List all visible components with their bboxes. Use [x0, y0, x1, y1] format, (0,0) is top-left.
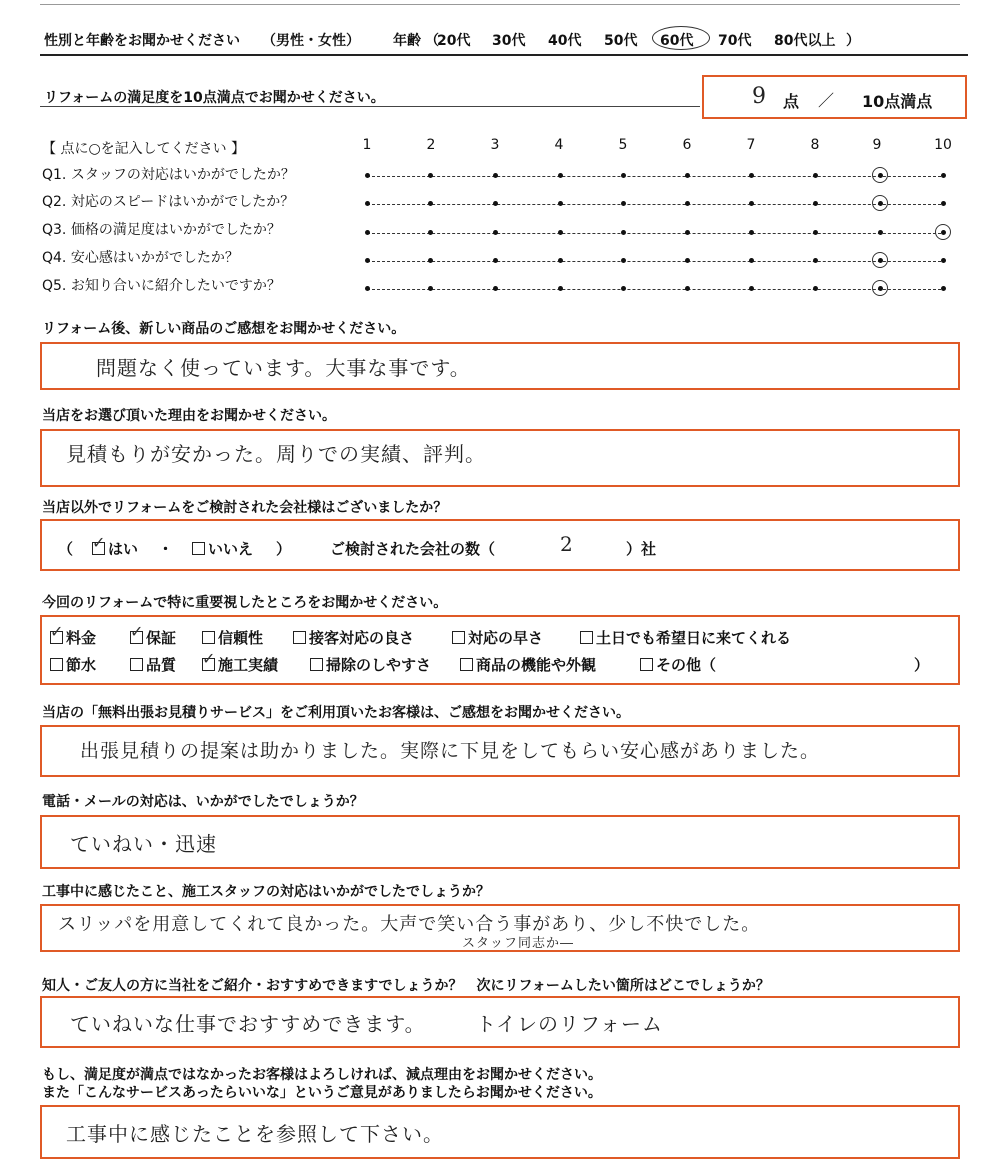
rating-selected-circle-q1	[872, 167, 888, 183]
selected-age-circle	[652, 26, 710, 50]
priority-option[interactable]	[460, 654, 596, 675]
others-question: 当店以外でリフォームをご検討された会社様はございましたか？	[42, 500, 448, 516]
reason-question: 当店をお選び頂いた理由をお聞かせください。	[42, 408, 336, 424]
rating-line-q5	[367, 289, 941, 290]
priority-option[interactable]	[130, 654, 176, 675]
rating-point[interactable]	[493, 201, 498, 206]
rating-point[interactable]	[749, 230, 754, 235]
rating-point[interactable]	[941, 258, 946, 263]
priority-label: 節水	[66, 656, 97, 674]
priority-option[interactable]	[580, 627, 791, 648]
phone-mail-answer: ていねい・迅速	[70, 832, 217, 856]
impressions-question: リフォーム後、新しい商品のご感想をお聞かせください。	[42, 321, 406, 337]
age-open-paren: （	[425, 33, 439, 49]
rating-point[interactable]	[428, 286, 433, 291]
company-count-label: ご検討された会社の数（	[330, 540, 496, 558]
rating-point[interactable]	[813, 258, 818, 263]
rating-line-q1	[367, 176, 941, 177]
priority-checkbox[interactable]	[310, 658, 323, 671]
rating-point[interactable]	[558, 173, 563, 178]
rating-point[interactable]	[493, 286, 498, 291]
priority-option[interactable]	[50, 654, 96, 675]
rating-point[interactable]	[428, 201, 433, 206]
age-70[interactable]: 70代	[718, 33, 752, 49]
construction-question: 工事中に感じたこと、施工スタッフの対応はいかがでしたでしょうか？	[42, 884, 490, 900]
priority-label: 掃除のしやすさ	[326, 656, 432, 674]
rating-point[interactable]	[493, 173, 498, 178]
rating-selected-circle-q5	[872, 280, 888, 296]
priority-label: 対応の早さ	[468, 629, 544, 647]
rating-point[interactable]	[878, 230, 883, 235]
recommend-answer: ていねいな仕事でおすすめできます。	[70, 1012, 426, 1036]
scale-8: 8	[810, 137, 820, 153]
yes-checkbox[interactable]	[92, 542, 105, 555]
header-rule	[40, 54, 968, 56]
priority-checkbox[interactable]	[640, 658, 653, 671]
scale-10: 10	[934, 137, 952, 153]
others-no-option[interactable]	[192, 538, 253, 559]
rating-point[interactable]	[749, 173, 754, 178]
reason-answer: 見積もりが安かった。周りでの実績、評判。	[66, 442, 486, 466]
score-unit: 点	[783, 92, 800, 111]
rating-point[interactable]	[428, 230, 433, 235]
estimate-question: 当店の「無料出張お見積りサービス」をご利用頂いたお客様は、ご感想をお聞かせください。	[42, 705, 630, 721]
rating-point[interactable]	[558, 286, 563, 291]
scale-6: 6	[682, 137, 692, 153]
rating-point[interactable]	[941, 286, 946, 291]
score-value: 9	[752, 84, 767, 109]
age-40[interactable]: 40代	[548, 33, 582, 49]
rating-point[interactable]	[493, 258, 498, 263]
priority-label: その他（	[656, 656, 717, 674]
recommend-next-answer: トイレのリフォーム	[476, 1012, 663, 1036]
rating-point[interactable]	[813, 286, 818, 291]
recommend-question: 知人・ご友人の方に当社をご紹介・おすすめできますでしょうか？ 次にリフォームしたい箇所はどこでしょうか？	[42, 978, 770, 994]
rating-selected-circle-q4	[872, 252, 888, 268]
company-count-close: ）社	[626, 540, 657, 558]
age-label: 年齢	[393, 33, 421, 49]
others-open-paren: （	[58, 540, 74, 558]
priority-option[interactable]	[202, 654, 278, 675]
priority-option[interactable]	[130, 627, 176, 648]
rating-point[interactable]	[749, 286, 754, 291]
age-50[interactable]: 50代	[604, 33, 638, 49]
priority-option[interactable]	[640, 654, 716, 675]
priority-option[interactable]	[452, 627, 543, 648]
rating-point[interactable]	[365, 286, 370, 291]
priority-label: 品質	[146, 656, 177, 674]
others-yes-option[interactable]	[92, 538, 138, 559]
rating-point[interactable]	[365, 258, 370, 263]
rating-point[interactable]	[813, 173, 818, 178]
priority-option[interactable]	[310, 654, 431, 675]
score-max: 10点満点	[862, 92, 933, 111]
others-close-paren: ）	[276, 540, 292, 558]
rating-point[interactable]	[941, 201, 946, 206]
question-q3: Q3. 価格の満足度はいかがでしたか？	[42, 222, 281, 238]
rating-point[interactable]	[621, 286, 626, 291]
top-rule	[40, 4, 960, 5]
deduction-question-line-1: もし、満足度が満点ではなかったお客様はよろしければ、減点理由をお聞かせください。	[42, 1067, 602, 1083]
estimate-answer: 出張見積りの提案は助かりました。実際に下見をしてもらい安心感がありました。	[80, 740, 821, 762]
priority-checkbox[interactable]	[452, 631, 465, 644]
age-close-paren: ）	[846, 33, 860, 49]
yes-label: はい	[108, 540, 139, 558]
priority-checkbox[interactable]	[293, 631, 306, 644]
rating-point[interactable]	[365, 230, 370, 235]
rating-point[interactable]	[685, 286, 690, 291]
rating-point[interactable]	[749, 258, 754, 263]
age-20[interactable]: 20代	[437, 33, 471, 49]
rating-point[interactable]	[813, 201, 818, 206]
priorities-other-close: ）	[914, 656, 930, 674]
priority-label: 商品の機能や外観	[476, 656, 597, 674]
rating-point[interactable]	[685, 258, 690, 263]
scale-7: 7	[746, 137, 756, 153]
rating-point[interactable]	[621, 230, 626, 235]
rating-point[interactable]	[493, 230, 498, 235]
no-checkbox[interactable]	[192, 542, 205, 555]
rating-line-q3	[367, 233, 941, 234]
scale-9: 9	[872, 137, 882, 153]
priority-checkbox[interactable]	[50, 658, 63, 671]
rating-point[interactable]	[365, 173, 370, 178]
priorities-question: 今回のリフォームで特に重要視したところをお聞かせください。	[42, 595, 448, 611]
age-30[interactable]: 30代	[492, 33, 526, 49]
construction-answer-note: スタッフ同志か―	[462, 936, 575, 951]
age-80-plus[interactable]: 80代以上	[774, 33, 836, 49]
rating-point[interactable]	[621, 258, 626, 263]
priority-label: 施工実績	[218, 656, 279, 674]
scale-2: 2	[426, 137, 436, 153]
question-q1: Q1. スタッフの対応はいかがでしたか？	[42, 167, 295, 183]
rating-point[interactable]	[685, 201, 690, 206]
priority-option[interactable]	[50, 627, 96, 648]
priority-checkbox[interactable]	[130, 631, 143, 644]
age-60[interactable]: 60代	[660, 33, 694, 49]
rating-point[interactable]	[621, 201, 626, 206]
rating-point[interactable]	[428, 173, 433, 178]
deduction-question-line-2: また「こんなサービスあったらいいな」というご意見がありましたらお聞かせください。	[42, 1085, 602, 1101]
priority-label: 保証	[146, 629, 177, 647]
rating-point[interactable]	[558, 201, 563, 206]
rating-point[interactable]	[813, 230, 818, 235]
satisfaction-prompt: リフォームの満足度を10点満点でお聞かせください。	[44, 90, 385, 106]
question-q2: Q2. 対応のスピードはいかがでしたか？	[42, 194, 295, 210]
company-count-value: 2	[560, 532, 574, 556]
question-q5: Q5. お知り合いに紹介したいですか？	[42, 278, 281, 294]
priority-option[interactable]	[293, 627, 414, 648]
rating-point[interactable]	[941, 173, 946, 178]
scale-3: 3	[490, 137, 500, 153]
priority-label: 信頼性	[218, 629, 264, 647]
scale-4: 4	[554, 137, 564, 153]
priority-checkbox[interactable]	[580, 631, 593, 644]
others-dot: ・	[158, 540, 174, 558]
priority-checkbox[interactable]	[460, 658, 473, 671]
rating-point[interactable]	[558, 258, 563, 263]
priority-label: 接客対応の良さ	[309, 629, 415, 647]
rating-point[interactable]	[749, 201, 754, 206]
rating-line-q4	[367, 261, 941, 262]
scale-1: 1	[362, 137, 372, 153]
question-q4: Q4. 安心感はいかがでしたか？	[42, 250, 239, 266]
rating-instruction: 【 点に○を記入してください 】	[42, 141, 246, 157]
priority-checkbox[interactable]	[202, 631, 215, 644]
rating-point[interactable]	[558, 230, 563, 235]
priority-checkbox[interactable]	[50, 631, 63, 644]
rating-point[interactable]	[685, 173, 690, 178]
satisfaction-underline	[40, 106, 700, 107]
phone-mail-question: 電話・メールの対応は、いかがでしたでしょうか？	[42, 794, 364, 810]
rating-selected-circle-q3	[935, 224, 951, 240]
rating-point[interactable]	[365, 201, 370, 206]
gender-options: （男性・女性）	[262, 33, 360, 49]
rating-point[interactable]	[685, 230, 690, 235]
others-answer-box[interactable]	[40, 519, 960, 571]
construction-answer: スリッパを用意してくれて良かった。大声で笑い合う事があり、少し不快でした。	[58, 914, 761, 935]
priority-checkbox[interactable]	[202, 658, 215, 671]
rating-selected-circle-q2	[872, 195, 888, 211]
scale-5: 5	[618, 137, 628, 153]
rating-point[interactable]	[428, 258, 433, 263]
rating-line-q2	[367, 204, 941, 205]
no-label: いいえ	[208, 540, 254, 558]
deduction-answer: 工事中に感じたことを参照して下さい。	[66, 1122, 444, 1146]
priority-checkbox[interactable]	[130, 658, 143, 671]
rating-point[interactable]	[621, 173, 626, 178]
priority-label: 土日でも希望日に来てくれる	[596, 629, 792, 647]
priority-label: 料金	[66, 629, 97, 647]
impressions-answer: 問題なく使っています。大事な事です。	[96, 356, 471, 380]
priority-option[interactable]	[202, 627, 263, 648]
gender-age-prompt: 性別と年齢をお聞かせください	[44, 33, 240, 49]
score-slash: ／	[818, 91, 835, 110]
